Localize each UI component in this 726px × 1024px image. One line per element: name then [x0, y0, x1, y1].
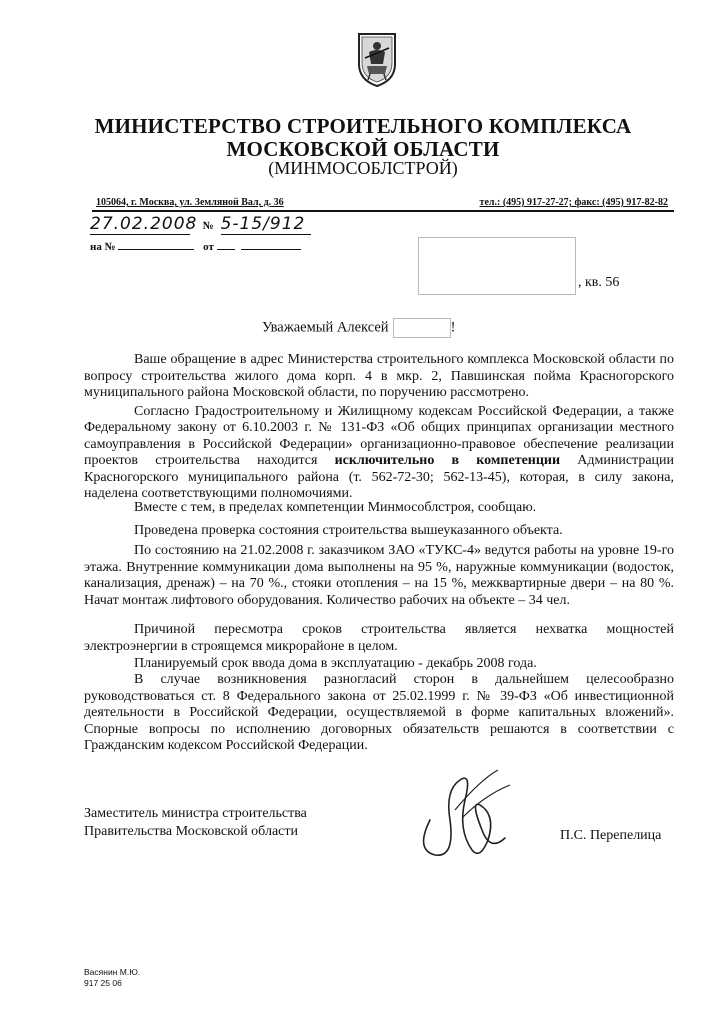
ministry-name-line1: МИНИСТЕРСТВО СТРОИТЕЛЬНОГО КОМПЛЕКСА	[94, 114, 632, 138]
recipient-name-redacted	[393, 318, 451, 338]
recipient-address-redacted	[418, 237, 576, 295]
paragraph-construction-status: По состоянию на 21.02.2008 г. заказчиком ЗАО «ТУКС-4» ведутся работы на уровне 19-го этажа. Внутренние коммуникации дома выполнены на 95 %, наружные коммуникации (водосток, канализация, дренаж) – на 70 %., стояки отопления – на 15 %, межквартирные двери – на 80 %. Начат монтаж лифтового оборудования. Количество рабочих на объекте – 34 чел.	[84, 543, 674, 608]
reply-to-label: на №	[90, 241, 116, 253]
from-date-blank-short	[217, 239, 235, 250]
letter-body-delay	[84, 622, 674, 655]
ministry-address: 105064, г. Москва, ул. Земляной Вал, д. 36	[96, 197, 284, 208]
paragraph-inspection: Проведена проверка состояния строительства вышеуказанного объекта.	[134, 523, 563, 538]
letter-body-disputes	[84, 672, 674, 755]
paragraph-legal-basis: Согласно Градостроительному и Жилищному кодексам Российской Федерации, а также Федеральному закону от 6.10.2003 г. № 131-ФЗ «Об общих принципах организации местного самоуправления в Российской Федерации» организационно-правовое обеспечение реализации проектов строительства находится исключительно в компетенции Администрации Красногорского муниципального района (т. 562-72-30; 562-13-45), которая, в силу закона, наделена соответствующими полномочиями.	[84, 403, 675, 501]
greeting-text: Уважаемый Алексей	[262, 319, 389, 336]
letter-body-status	[84, 543, 674, 609]
letter-body	[84, 352, 674, 503]
executor-phone: 917 25 06	[84, 978, 122, 988]
outgoing-number: 5-15/912	[221, 214, 311, 235]
signatory-title-line1: Заместитель министра строительства	[84, 806, 307, 821]
letter-body-continued	[84, 500, 674, 517]
letter-body-inspection	[84, 523, 674, 540]
number-label: №	[202, 220, 214, 232]
ministry-short-name: (МИНМОСОБЛСТРОЙ)	[268, 158, 458, 178]
reply-line	[90, 239, 301, 253]
from-label: от	[203, 241, 214, 253]
letter-body-deadline	[84, 656, 674, 673]
emphasis-exclusive-competence: исключительно в компетенции	[334, 453, 561, 468]
greeting-suffix: !	[450, 319, 456, 336]
registration-line	[90, 214, 311, 235]
coat-of-arms-icon	[355, 30, 399, 88]
paragraph-disputes: В случае возникновения разногласий сторон в дальнейшем целесообразно руководствоваться ст. 8 Федерального закона от 25.02.1999 г. № 39-ФЗ «Об инвестиционной деятельности в Российской Федерации, осуществляемой в форме капитальных вложений». Спорные вопросы по исполнению договорных обязательств решаются в соответствии с Гражданским кодексом Российской Федерации.	[84, 672, 674, 753]
recipient-apartment: , кв. 56	[578, 275, 620, 290]
executor-name: Васянин М.Ю.	[84, 967, 141, 977]
greeting	[262, 318, 455, 338]
outgoing-date: 27.02.2008	[90, 214, 198, 234]
handwritten-signature	[410, 760, 530, 870]
reply-number-blank	[118, 239, 194, 250]
executor-info	[84, 967, 140, 989]
ministry-contacts: тел.: (495) 917-27-27; факс: (495) 917-82-82	[479, 197, 668, 208]
signatory-name: П.С. Перепелица	[560, 828, 662, 843]
paragraph-planned-date: Планируемый срок ввода дома в эксплуатацию - декабрь 2008 года.	[134, 656, 537, 671]
paragraph-delay-reason: Причиной пересмотра сроков строительства является нехватка мощностей электроэнергии в строящемся микрорайоне в целом.	[84, 622, 674, 654]
signatory-title	[84, 805, 307, 841]
from-date-blank	[241, 239, 301, 250]
header-divider	[92, 210, 674, 212]
signatory-title-line2: Правительства Московской области	[84, 824, 298, 839]
ministry-name-line2: МОСКОВСКОЙ ОБЛАСТИ	[226, 137, 500, 161]
paragraph-within-competence: Вместе с тем, в пределах компетенции Минмособлстроя, сообщаю.	[134, 500, 537, 515]
paragraph-request: Ваше обращение в адрес Министерства строительного комплекса Московской области по вопросу строительства жилого дома корп. 4 в мкр. 2, Павшинская пойма Красногорского муниципального района Московской области, по поручению рассмотрено.	[84, 352, 674, 400]
